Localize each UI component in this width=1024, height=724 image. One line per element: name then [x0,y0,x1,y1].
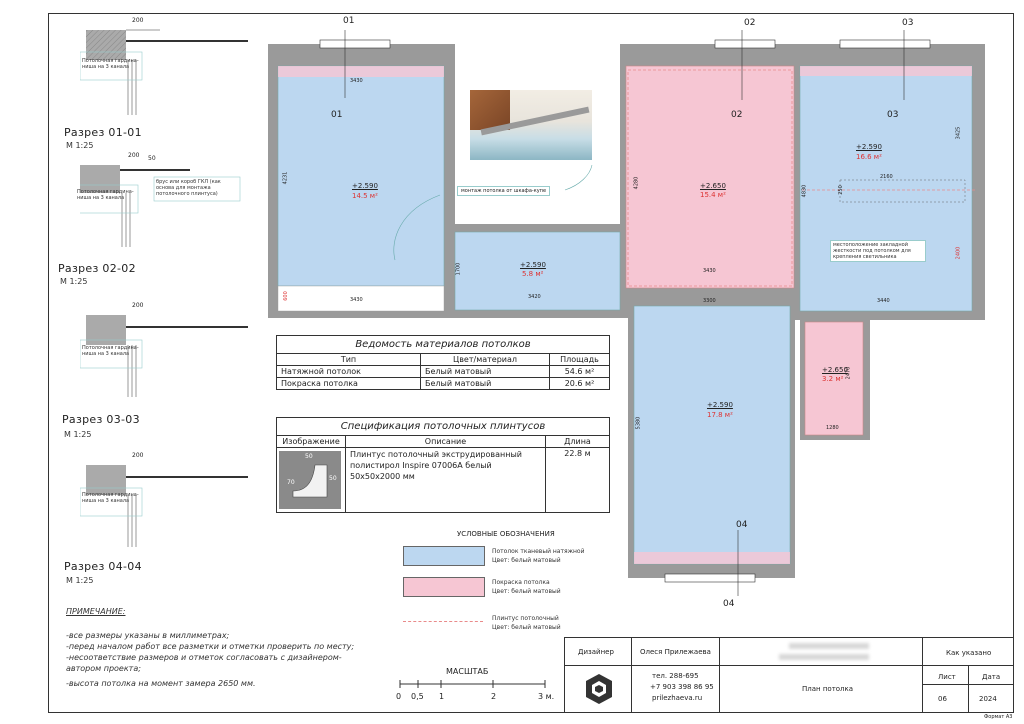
room-5-area: 17.8 м² [707,411,733,419]
room-3-level: +2.650 [700,182,726,190]
materials-row1-color: Белый матовый [421,366,550,378]
room-4-height: 4830 [801,184,808,198]
plinth-header-image: Изображение [277,436,346,448]
legend-swatch-plinth [403,621,483,622]
beam-note: местоположение закладной жесткости под потолком для крепления светильника [830,240,926,262]
section-01-scale: М 1:25 [66,141,94,150]
room-2-level: +2.590 [520,261,546,269]
marker-01-top: 01 [343,16,355,26]
plinth-image-cell [277,448,346,513]
room-4-level: +2.590 [856,143,882,151]
scale-bar [395,678,555,692]
stamp-designer-name: Олеся Прилежаева [640,648,711,656]
plinth-image [279,451,341,509]
materials-header-type: Тип [277,354,421,366]
marker-02-top: 02 [744,18,756,28]
cabinet-photo [470,90,592,160]
scale-tick-2: 2 [491,692,497,701]
note-line-2: -перед началом работ все разметки и отметки проверить по месту; [66,642,355,651]
room-3 [626,66,794,288]
beam-dim-length: 2160 [880,174,893,180]
stamp-year: 2024 [979,695,997,703]
room-4-top-dim: 3425 [955,126,962,140]
room-2-width: 3420 [528,294,541,300]
window-2 [715,40,775,48]
stamp-designer-label: Дизайнер [578,648,614,656]
legend-paint-line2: Цвет: белый матовый [492,588,561,595]
legend-stretch-line1: Потолок тканевый натяжной [492,548,585,555]
materials-row2-color: Белый матовый [421,378,550,390]
blurred-project-line2 [779,654,869,660]
company-logo [584,673,614,705]
window-4 [665,574,755,582]
room-1-width: 3430 [350,297,363,303]
section-04-scale: М 1:25 [66,576,94,585]
materials-row2-type: Покраска потолка [277,378,421,390]
stamp-sheet-label: Лист [938,673,956,681]
room-6-level: +2.650 [822,366,848,374]
stamp-phone1: тел. 288-695 [652,672,699,680]
stamp-sheet-title: План потолка [802,685,854,693]
legend-item-stretch [492,547,584,565]
stamp-date-label: Дата [982,673,1001,681]
section-01-dim: 200 [132,17,144,24]
notes-body [66,630,366,689]
format-label: Формат А3 [984,714,1013,720]
room-1-curtain-strip [278,66,444,77]
section-01-title: Разрез 01-01 [64,126,142,139]
section-01-label: Потолочная гардина-ниша на 3 канала [82,58,139,70]
room-1-top-dim: 3430 [350,78,363,84]
plinth-length: 22.8 м [546,448,610,513]
materials-row2-area: 20.6 м² [550,378,610,390]
materials-row1-area: 54.6 м² [550,366,610,378]
section-02-scale: М 1:25 [60,277,88,286]
blurred-project-line1 [789,643,869,649]
plinth-header-desc: Описание [346,436,546,448]
materials-row1-type: Натяжной потолок [277,366,421,378]
section-03-label: Потолочная гардина-ниша на 3 канала [82,345,139,357]
cabinet-note-arrow [565,165,592,190]
legend-swatch-paint [403,577,485,597]
marker-01-bottom: 01 [331,110,343,120]
scale-tick-3: 3 м. [538,692,555,701]
legend-paint-line1: Покраска потолка [492,579,550,586]
plinth-title: Спецификация потолочных плинтусов [277,418,610,436]
table-row [277,448,610,513]
stamp-phone2: +7 903 398 86 95 [650,683,714,691]
room-5 [634,306,790,564]
scale-tick-0: 0 [396,692,402,701]
plinth-dim-top: 50 [305,453,313,460]
cabinet-note: монтаж потолка от шкафа-купе [457,186,550,196]
room-1-level: +2.590 [352,182,378,190]
note-line-1: -все размеры указаны в миллиметрах; [66,631,230,640]
section-03-title: Разрез 03-03 [62,413,140,426]
room-5-height: 5380 [635,416,642,430]
legend-stretch-line2: Цвет: белый матовый [492,557,561,564]
room-4 [800,66,972,311]
section-02-dim: 200 [128,152,140,159]
plinth-header-length: Длина [546,436,610,448]
marker-03-bottom: 03 [887,110,899,120]
stamp-scale: Как указано [946,649,992,657]
room-6-width: 1280 [826,425,839,431]
room-6-area: 3.2 м² [822,375,844,383]
room-5-width: 3300 [703,298,716,304]
section-03-scale: М 1:25 [64,430,92,439]
room-3-width: 3430 [703,268,716,274]
room-5-curtain-strip [634,552,790,564]
room-5-level: +2.590 [707,401,733,409]
scale-title: МАСШТАБ [446,667,489,676]
note-line-3: -несоответствие размеров и отметок согласовать с дизайнером-автором проекта; [66,653,342,673]
note-line-4: -высота потолка на момент замера 2650 мм. [66,679,256,688]
section-02-label: Потолочная гардина-ниша на 3 канала [77,189,134,201]
room-4-area: 16.6 м² [856,153,882,161]
scale-tick-1: 1 [439,692,445,701]
room-1-side: 600 [282,291,289,301]
room-6-height: 2470 [845,366,852,380]
room-4-width: 3440 [877,298,890,304]
title-block [564,637,1014,713]
section-03-dim: 200 [132,302,144,309]
marker-02-bottom: 02 [731,110,743,120]
legend-item-plinth [492,614,561,632]
plinth-table [276,417,610,513]
section-02-title: Разрез 02-02 [58,262,136,275]
table-row [277,378,610,390]
window-3 [840,40,930,48]
legend-plinth-line2: Цвет: белый матовый [492,624,561,631]
room-1-area: 14.5 м² [352,192,378,200]
plinth-dim-side: 50 [329,475,337,482]
section-04-title: Разрез 04-04 [64,560,142,573]
room-2-area: 5.8 м² [522,270,544,278]
window-1 [320,40,390,48]
table-row [277,366,610,378]
stamp-site: prilezhaeva.ru [652,694,703,702]
room-3-area: 15.4 м² [700,191,726,199]
materials-header-color: Цвет/материал [421,354,550,366]
marker-04-bottom: 04 [723,599,735,609]
plinth-description: Плинтус потолочный экструдированный полистирол Inspire 07006A белый 50х50х2000 мм [346,448,546,513]
materials-header-area: Площадь [550,354,610,366]
section-02-dim2: 50 [148,155,156,162]
stamp-sheet-no: 06 [938,695,947,703]
scale-tick-05: 0,5 [411,692,424,701]
section-02-note: брус или короб ГКЛ (как основа для монтажа потолочного плинтуса) [156,179,221,197]
materials-title: Ведомость материалов потолков [277,336,610,354]
plinth-dim-diag: 70 [287,479,295,486]
legend-swatch-stretch [403,546,485,566]
room-1 [278,66,444,286]
room-2-height: 1700 [455,262,462,276]
legend-title: УСЛОВНЫЕ ОБОЗНАЧЕНИЯ [457,530,555,538]
room-3-height: 4280 [633,176,640,190]
section-04-dim: 200 [132,452,144,459]
materials-table [276,335,610,390]
room-4-curtain-strip [800,66,972,76]
room-1-height: 4231 [282,171,289,185]
section-04-label: Потолочная гардина-ниша на 3 канала [82,492,139,504]
legend-item-paint [492,578,561,596]
marker-03-top: 03 [902,18,914,28]
legend-plinth-line1: Плинтус потолочный [492,615,559,622]
room-4-extra-dim: 2400 [955,246,962,260]
beam-dim-width: 250 [837,185,844,195]
marker-04-top: 04 [736,520,748,530]
notes-title: ПРИМЕЧАНИЕ: [66,607,126,616]
